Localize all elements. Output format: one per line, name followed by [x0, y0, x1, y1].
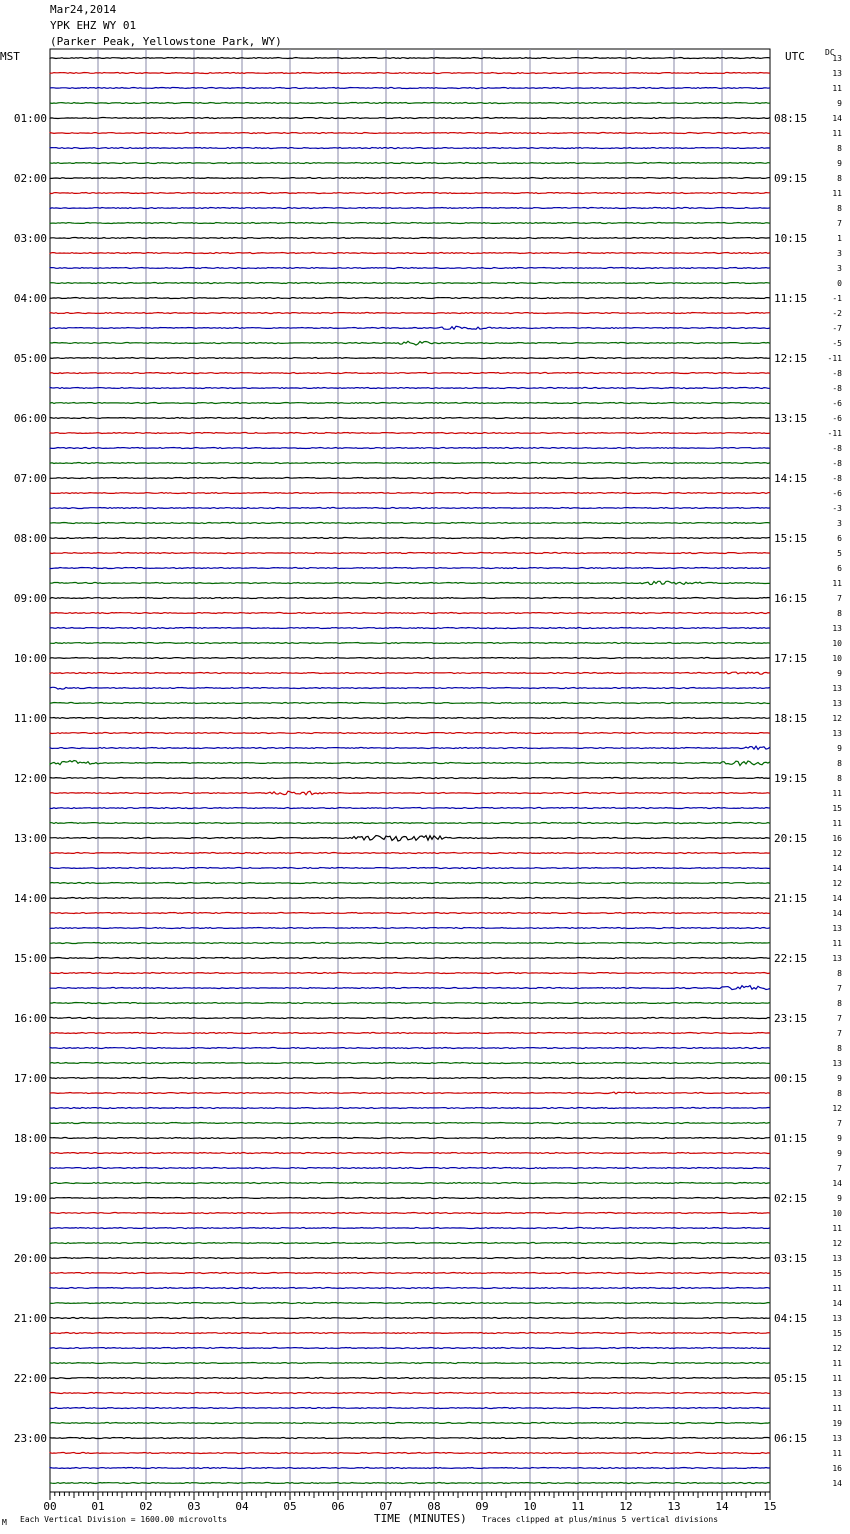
- trace-row: [50, 1438, 770, 1439]
- left-hour-label: 19:00: [13, 1192, 47, 1205]
- trace-row: [50, 1183, 770, 1184]
- trace-row: [50, 778, 770, 779]
- dc-offset-label: 14: [832, 1479, 842, 1488]
- trace-row: [50, 868, 770, 869]
- left-hour-label: 18:00: [13, 1132, 47, 1145]
- left-hour-label: 20:00: [13, 1252, 47, 1265]
- dc-offset-label: 13: [832, 1059, 842, 1068]
- trace-row: [50, 703, 770, 704]
- dc-offset-label: 12: [832, 1239, 842, 1248]
- trace-row: [50, 238, 770, 239]
- x-tick-label: 05: [283, 1500, 297, 1513]
- location-label: (Parker Peak, Yellowstone Park, WY): [50, 35, 282, 48]
- x-tick-label: 01: [91, 1500, 105, 1513]
- trace-row: [50, 253, 770, 254]
- trace-row: [50, 493, 770, 494]
- station-label: YPK EHZ WY 01: [50, 19, 137, 32]
- trace-row: [50, 898, 770, 899]
- dc-offset-label: -8: [832, 384, 842, 393]
- trace-row: [50, 341, 770, 345]
- right-hour-label: 18:15: [774, 712, 808, 725]
- trace-row: [50, 358, 770, 359]
- right-hour-label: 12:15: [774, 352, 808, 365]
- trace-row: [50, 1258, 770, 1259]
- x-tick-label: 13: [667, 1500, 681, 1513]
- trace-row: [50, 928, 770, 929]
- dc-offset-label: 5: [837, 549, 842, 558]
- trace-row: [50, 433, 770, 434]
- trace-row: [50, 733, 770, 734]
- dc-offset-label: 6: [837, 534, 842, 543]
- right-hour-label: 13:15: [774, 412, 808, 425]
- trace-row: [50, 463, 770, 464]
- x-tick-label: 08: [427, 1500, 441, 1513]
- trace-row: [50, 913, 770, 914]
- dc-offset-label: 12: [832, 849, 842, 858]
- dc-offset-label: 12: [832, 1344, 842, 1353]
- dc-offset-label: 7: [837, 984, 842, 993]
- left-hour-label: 11:00: [13, 712, 47, 725]
- dc-offset-label: 11: [832, 1224, 842, 1233]
- left-hour-label: 12:00: [13, 772, 47, 785]
- trace-row: [50, 658, 770, 659]
- right-hour-label: 22:15: [774, 952, 808, 965]
- trace-row: [50, 1393, 770, 1394]
- trace-row: [50, 1333, 770, 1334]
- x-tick-label: 07: [379, 1500, 393, 1513]
- right-hour-label: 10:15: [774, 232, 808, 245]
- dc-offset-label: 8: [837, 969, 842, 978]
- x-tick-label: 12: [619, 1500, 633, 1513]
- dc-offset-label: 9: [837, 1074, 842, 1083]
- dc-offset-label: 8: [837, 999, 842, 1008]
- x-tick-label: 06: [331, 1500, 345, 1513]
- trace-row: [50, 883, 770, 884]
- trace-row: [50, 1003, 770, 1004]
- right-timezone-label: UTC: [785, 50, 805, 63]
- trace-row: [50, 553, 770, 554]
- trace-row: [50, 1363, 770, 1364]
- trace-row: [50, 298, 770, 299]
- dc-offset-label: -1: [832, 294, 842, 303]
- dc-offset-label: -6: [832, 489, 842, 498]
- dc-offset-label: 8: [837, 174, 842, 183]
- trace-row: [50, 568, 770, 569]
- right-hour-label: 09:15: [774, 172, 808, 185]
- dc-offset-label: 3: [837, 264, 842, 273]
- trace-row: [50, 103, 770, 104]
- x-tick-label: 15: [763, 1500, 777, 1513]
- x-tick-label: 02: [139, 1500, 153, 1513]
- dc-offset-label: 15: [832, 1269, 842, 1278]
- right-hour-label: 04:15: [774, 1312, 808, 1325]
- trace-row: [50, 1483, 770, 1484]
- x-tick-label: 11: [571, 1500, 585, 1513]
- left-hour-label: 14:00: [13, 892, 47, 905]
- vertical-division-note: Each Vertical Division = 1600.00 microvolts: [20, 1515, 228, 1524]
- trace-row: [50, 448, 770, 449]
- dc-offset-label: 11: [832, 819, 842, 828]
- trace-row: [50, 1423, 770, 1424]
- right-hour-label: 21:15: [774, 892, 808, 905]
- right-hour-label: 03:15: [774, 1252, 808, 1265]
- trace-row: [50, 1138, 770, 1139]
- dc-offset-label: 14: [832, 1299, 842, 1308]
- left-hour-label: 17:00: [13, 1072, 47, 1085]
- right-hour-label: 11:15: [774, 292, 808, 305]
- dc-offset-label: 14: [832, 864, 842, 873]
- left-hour-label: 06:00: [13, 412, 47, 425]
- dc-offset-label: 13: [832, 924, 842, 933]
- dc-offset-label: 13: [832, 1434, 842, 1443]
- trace-row: [50, 313, 770, 314]
- left-hour-label: 01:00: [13, 112, 47, 125]
- dc-offset-label: -11: [827, 354, 842, 363]
- trace-row: [50, 973, 770, 974]
- left-hour-label: 07:00: [13, 472, 47, 485]
- dc-offset-label: 13: [832, 1389, 842, 1398]
- dc-offset-label: 9: [837, 669, 842, 678]
- trace-row: [50, 958, 770, 959]
- dc-offset-label: 8: [837, 144, 842, 153]
- dc-offset-label: -2: [832, 309, 842, 318]
- dc-offset-label: 7: [837, 1029, 842, 1038]
- trace-row: [50, 523, 770, 524]
- dc-offset-label: 8: [837, 1044, 842, 1053]
- trace-row: [50, 836, 770, 842]
- right-hour-label: 06:15: [774, 1432, 808, 1445]
- dc-offset-label: 12: [832, 879, 842, 888]
- trace-row: [50, 853, 770, 854]
- trace-row: [50, 133, 770, 134]
- trace-row: [50, 1092, 770, 1094]
- trace-row: [50, 628, 770, 629]
- dc-offset-label: -8: [832, 459, 842, 468]
- dc-offset-label: 3: [837, 249, 842, 258]
- right-hour-label: 23:15: [774, 1012, 808, 1025]
- dc-offset-label: 9: [837, 99, 842, 108]
- dc-offset-label: 16: [832, 834, 842, 843]
- trace-row: [50, 1108, 770, 1109]
- dc-offset-label: 13: [832, 1254, 842, 1263]
- trace-row: [50, 1318, 770, 1319]
- trace-row: [50, 478, 770, 479]
- trace-row: [50, 326, 770, 329]
- dc-offset-label: 14: [832, 1179, 842, 1188]
- dc-offset-label: 12: [832, 1104, 842, 1113]
- right-hour-label: 08:15: [774, 112, 808, 125]
- left-hour-label: 02:00: [13, 172, 47, 185]
- right-hour-label: 05:15: [774, 1372, 808, 1385]
- dc-offset-label: 9: [837, 744, 842, 753]
- right-hour-label: 15:15: [774, 532, 808, 545]
- dc-offset-label: 8: [837, 609, 842, 618]
- dc-offset-label: 3: [837, 519, 842, 528]
- left-hour-label: 08:00: [13, 532, 47, 545]
- dc-offset-label: 13: [832, 69, 842, 78]
- trace-row: [50, 403, 770, 404]
- trace-row: [50, 208, 770, 209]
- date-label: Mar24,2014: [50, 3, 117, 16]
- trace-row: [50, 1153, 770, 1154]
- trace-row: [50, 986, 770, 990]
- trace-row: [50, 508, 770, 509]
- left-hour-label: 09:00: [13, 592, 47, 605]
- trace-row: [50, 1408, 770, 1409]
- trace-row: [50, 761, 770, 766]
- dc-offset-label: 19: [832, 1419, 842, 1428]
- dc-offset-label: 15: [832, 1329, 842, 1338]
- dc-offset-label: 11: [832, 129, 842, 138]
- trace-row: [50, 1048, 770, 1049]
- x-tick-label: 14: [715, 1500, 729, 1513]
- left-hour-label: 03:00: [13, 232, 47, 245]
- trace-row: [50, 581, 770, 584]
- right-hour-label: 02:15: [774, 1192, 808, 1205]
- right-hour-label: 19:15: [774, 772, 808, 785]
- right-hour-label: 00:15: [774, 1072, 808, 1085]
- dc-offset-label: 13: [832, 54, 842, 63]
- dc-offset-label: 7: [837, 594, 842, 603]
- right-hour-label: 01:15: [774, 1132, 808, 1145]
- right-hour-label: 20:15: [774, 832, 808, 845]
- right-hour-label: 17:15: [774, 652, 808, 665]
- dc-offset-label: 7: [837, 1014, 842, 1023]
- trace-row: [50, 1063, 770, 1064]
- trace-row: [50, 1243, 770, 1244]
- left-hour-label: 10:00: [13, 652, 47, 665]
- trace-row: [50, 388, 770, 389]
- trace-row: [50, 746, 770, 749]
- trace-row: [50, 1213, 770, 1214]
- trace-row: [50, 148, 770, 149]
- trace-row: [50, 1018, 770, 1019]
- dc-offset-label: -5: [832, 339, 842, 348]
- dc-offset-label: 15: [832, 804, 842, 813]
- trace-row: [50, 538, 770, 539]
- dc-label: DC: [825, 48, 835, 57]
- trace-row: [50, 808, 770, 809]
- trace-row: [50, 1468, 770, 1469]
- dc-offset-label: 11: [832, 189, 842, 198]
- dc-offset-label: 13: [832, 1314, 842, 1323]
- x-tick-label: 04: [235, 1500, 249, 1513]
- trace-row: [50, 178, 770, 179]
- dc-offset-label: 6: [837, 564, 842, 573]
- left-hour-label: 04:00: [13, 292, 47, 305]
- dc-offset-label: 10: [832, 654, 842, 663]
- trace-row: [50, 1288, 770, 1289]
- trace-row: [50, 718, 770, 719]
- trace-row: [50, 163, 770, 164]
- trace-row: [50, 268, 770, 269]
- dc-offset-label: 13: [832, 954, 842, 963]
- trace-row: [50, 118, 770, 119]
- dc-offset-label: -8: [832, 369, 842, 378]
- trace-row: [50, 613, 770, 614]
- x-tick-label: 10: [523, 1500, 537, 1513]
- trace-row: [50, 1303, 770, 1304]
- dc-offset-label: -6: [832, 399, 842, 408]
- dc-offset-label: 8: [837, 1089, 842, 1098]
- trace-row: [50, 598, 770, 599]
- dc-offset-label: 12: [832, 714, 842, 723]
- dc-offset-label: 11: [832, 1449, 842, 1458]
- dc-offset-label: 11: [832, 1359, 842, 1368]
- dc-offset-label: 9: [837, 1149, 842, 1158]
- left-hour-label: 05:00: [13, 352, 47, 365]
- dc-offset-label: -8: [832, 474, 842, 483]
- dc-offset-label: 11: [832, 939, 842, 948]
- left-hour-label: 13:00: [13, 832, 47, 845]
- dc-offset-label: 11: [832, 1404, 842, 1413]
- left-timezone-label: MST: [0, 50, 20, 63]
- trace-row: [50, 1228, 770, 1229]
- x-tick-label: 00: [43, 1500, 57, 1513]
- x-tick-label: 09: [475, 1500, 489, 1513]
- dc-offset-label: -8: [832, 444, 842, 453]
- x-tick-label: 03: [187, 1500, 201, 1513]
- trace-row: [50, 687, 770, 689]
- dc-offset-label: 9: [837, 159, 842, 168]
- clip-note: Traces clipped at plus/minus 5 vertical divisions: [482, 1515, 719, 1524]
- dc-offset-label: 13: [832, 729, 842, 738]
- corner-mark: M: [2, 1518, 7, 1527]
- dc-offset-label: 16: [832, 1464, 842, 1473]
- dc-offset-label: 9: [837, 1194, 842, 1203]
- dc-offset-label: -3: [832, 504, 842, 513]
- trace-row: [50, 672, 770, 674]
- trace-row: [50, 1273, 770, 1274]
- trace-row: [50, 823, 770, 824]
- left-hour-label: 21:00: [13, 1312, 47, 1325]
- left-hour-label: 22:00: [13, 1372, 47, 1385]
- trace-row: [50, 88, 770, 89]
- dc-offset-label: 10: [832, 639, 842, 648]
- dc-offset-label: 1: [837, 234, 842, 243]
- trace-row: [50, 1198, 770, 1199]
- dc-offset-label: 11: [832, 84, 842, 93]
- dc-offset-label: 14: [832, 894, 842, 903]
- right-hour-label: 14:15: [774, 472, 808, 485]
- dc-offset-label: -6: [832, 414, 842, 423]
- trace-row: [50, 943, 770, 944]
- trace-row: [50, 73, 770, 74]
- trace-row: [50, 1123, 770, 1124]
- trace-row: [50, 1348, 770, 1349]
- dc-offset-label: 11: [832, 1284, 842, 1293]
- trace-row: [50, 223, 770, 224]
- trace-row: [50, 791, 770, 795]
- dc-offset-label: 14: [832, 114, 842, 123]
- left-hour-label: 16:00: [13, 1012, 47, 1025]
- dc-offset-label: 13: [832, 699, 842, 708]
- plot-frame: [50, 49, 770, 1492]
- trace-row: [50, 1033, 770, 1034]
- dc-offset-label: 13: [832, 684, 842, 693]
- trace-row: [50, 1168, 770, 1169]
- trace-row: [50, 643, 770, 644]
- left-hour-label: 15:00: [13, 952, 47, 965]
- dc-offset-label: 9: [837, 1134, 842, 1143]
- trace-row: [50, 418, 770, 419]
- trace-row: [50, 1453, 770, 1454]
- trace-row: [50, 1078, 770, 1079]
- dc-offset-label: 8: [837, 774, 842, 783]
- dc-offset-label: 7: [837, 219, 842, 228]
- dc-offset-label: 13: [832, 624, 842, 633]
- trace-row: [50, 1378, 770, 1379]
- dc-offset-label: 11: [832, 789, 842, 798]
- dc-offset-label: 0: [837, 279, 842, 288]
- dc-offset-label: -11: [827, 429, 842, 438]
- dc-offset-label: 11: [832, 579, 842, 588]
- dc-offset-label: 7: [837, 1164, 842, 1173]
- dc-offset-label: 8: [837, 204, 842, 213]
- trace-row: [50, 58, 770, 59]
- dc-offset-label: 8: [837, 759, 842, 768]
- dc-offset-label: 10: [832, 1209, 842, 1218]
- dc-offset-label: -7: [832, 324, 842, 333]
- trace-row: [50, 283, 770, 284]
- right-hour-label: 16:15: [774, 592, 808, 605]
- trace-row: [50, 373, 770, 374]
- left-hour-label: 23:00: [13, 1432, 47, 1445]
- dc-offset-label: 11: [832, 1374, 842, 1383]
- x-axis-title: TIME (MINUTES): [374, 1512, 467, 1525]
- dc-offset-label: 14: [832, 909, 842, 918]
- trace-row: [50, 193, 770, 194]
- dc-offset-label: 7: [837, 1119, 842, 1128]
